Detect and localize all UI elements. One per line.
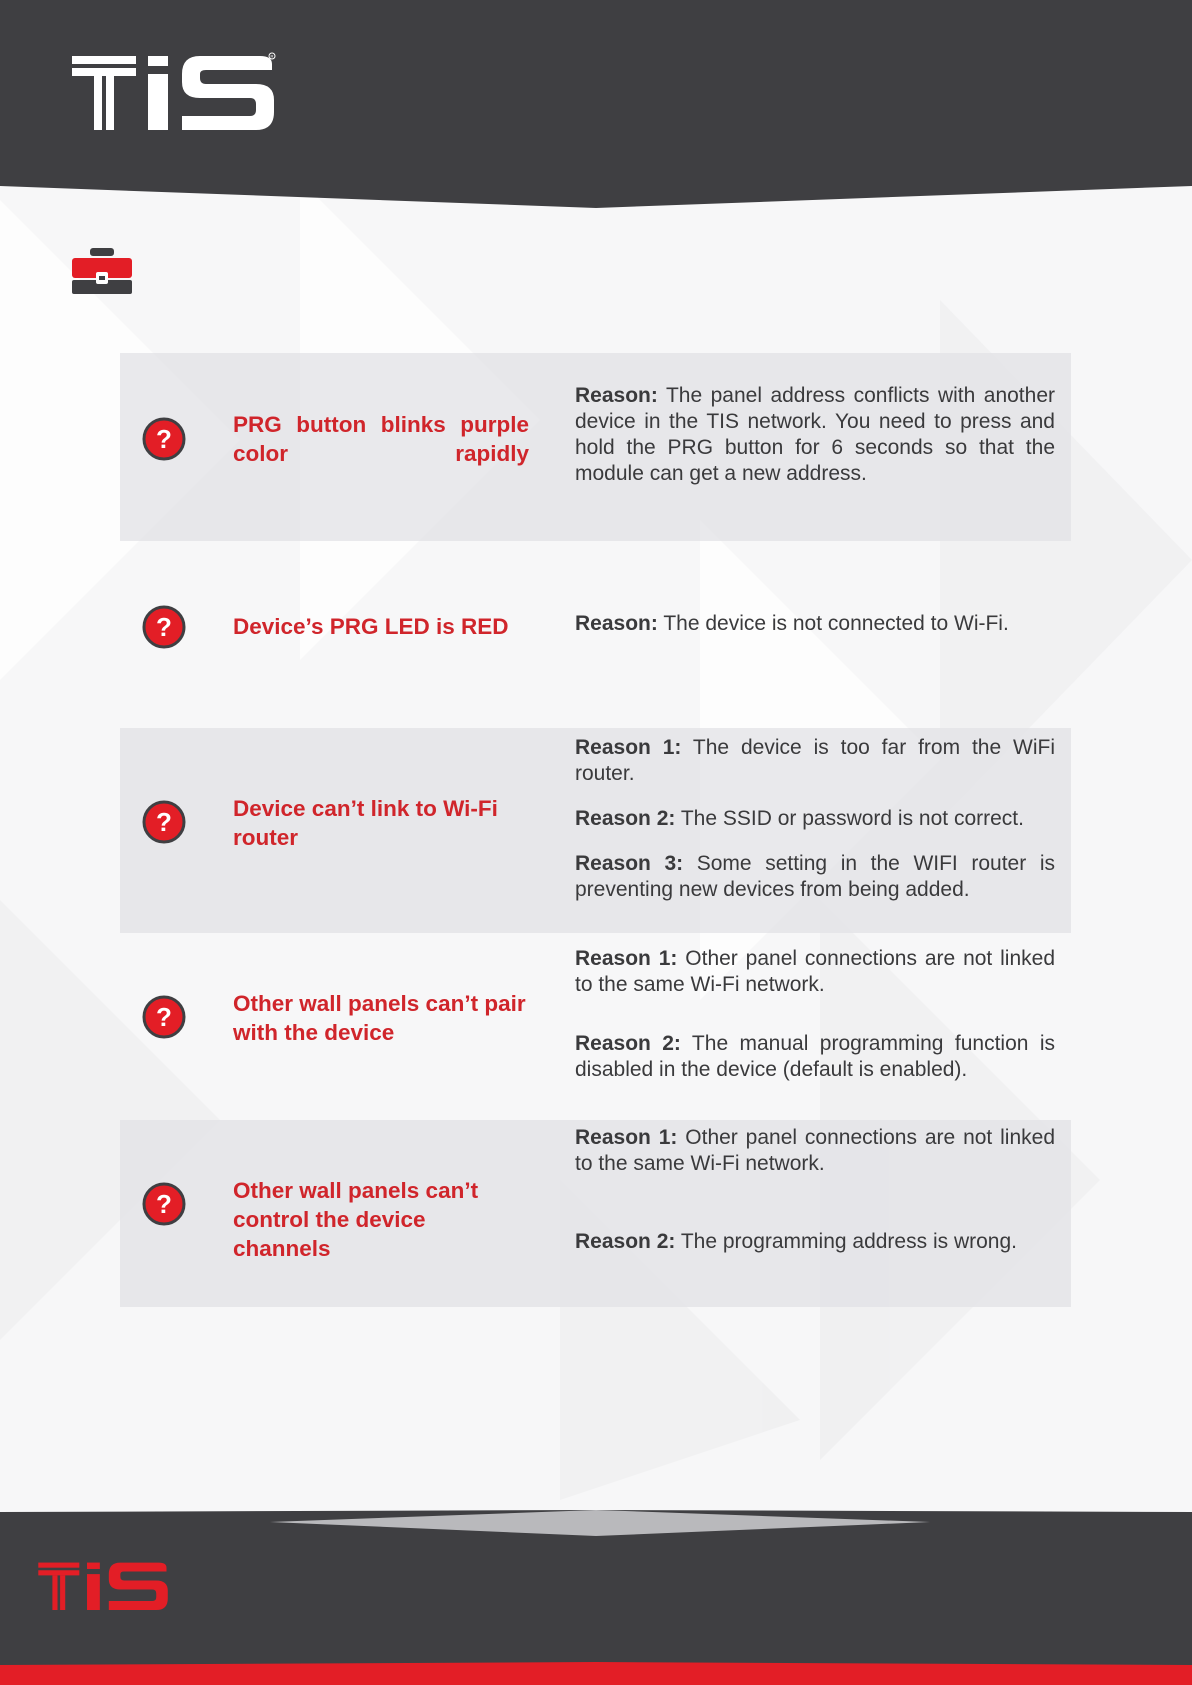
question-icon xyxy=(142,605,186,649)
reason-list xyxy=(575,383,1055,487)
svg-text:?: ? xyxy=(156,1002,172,1032)
reason-list xyxy=(575,611,1055,637)
issue-title: Device’s PRG LED is RED xyxy=(233,614,509,639)
reason-text: Reason 2: The manual programming function is disabled in the device (default is enabled). xyxy=(575,1032,1055,1081)
reason-text: Reason 1: Other panel connections are not linked to the same Wi-Fi network. xyxy=(575,947,1055,996)
question-icon xyxy=(142,800,186,844)
svg-text:?: ? xyxy=(156,807,172,837)
reason-text: Reason 2: The SSID or password is not correct. xyxy=(575,807,1024,830)
troubleshoot-row xyxy=(120,541,1071,728)
reason-text: Reason 2: The programming address is wrong. xyxy=(575,1230,1017,1253)
reason-text: Reason 1: The device is too far from the WiFi router. xyxy=(575,736,1055,785)
issue-title: Other wall panels can’t control the device channels xyxy=(233,1178,479,1261)
reason-list xyxy=(575,735,1055,903)
svg-text:?: ? xyxy=(156,424,172,454)
reason-list xyxy=(575,946,1055,1083)
reason-text: Reason 3: Some setting in the WIFI router is preventing new devices from being added. xyxy=(575,852,1055,901)
troubleshoot-row xyxy=(120,933,1071,1120)
troubleshoot-row xyxy=(120,353,1071,541)
troubleshoot-row xyxy=(120,728,1071,933)
svg-text:?: ? xyxy=(156,1189,172,1219)
question-icon xyxy=(142,417,186,461)
toolbox-icon xyxy=(72,248,132,294)
reason-text: Reason: The device is not connected to Wi-Fi. xyxy=(575,612,1009,635)
svg-text:R: R xyxy=(270,53,274,59)
question-icon xyxy=(142,1182,186,1226)
tis-logo xyxy=(72,52,277,130)
svg-text:?: ? xyxy=(156,612,172,642)
troubleshoot-row xyxy=(120,1120,1071,1307)
tis-logo-footer xyxy=(38,1560,170,1610)
issue-title: PRG button blinks purple color rapidly xyxy=(233,412,529,466)
footer-banner xyxy=(0,1500,1192,1685)
reason-text: Reason 1: Other panel connections are not linked to the same Wi-Fi network. xyxy=(575,1126,1055,1175)
reason-list xyxy=(575,1125,1055,1255)
question-icon xyxy=(142,995,186,1039)
issue-title: Other wall panels can’t pair with the device xyxy=(233,991,526,1045)
issue-title: Device can’t link to Wi-Fi router xyxy=(233,796,498,850)
reason-text: Reason: The panel address conflicts with another device in the TIS network. You need to press and hold the PRG button for 6 seconds so that the module can get a new address. xyxy=(575,384,1055,485)
